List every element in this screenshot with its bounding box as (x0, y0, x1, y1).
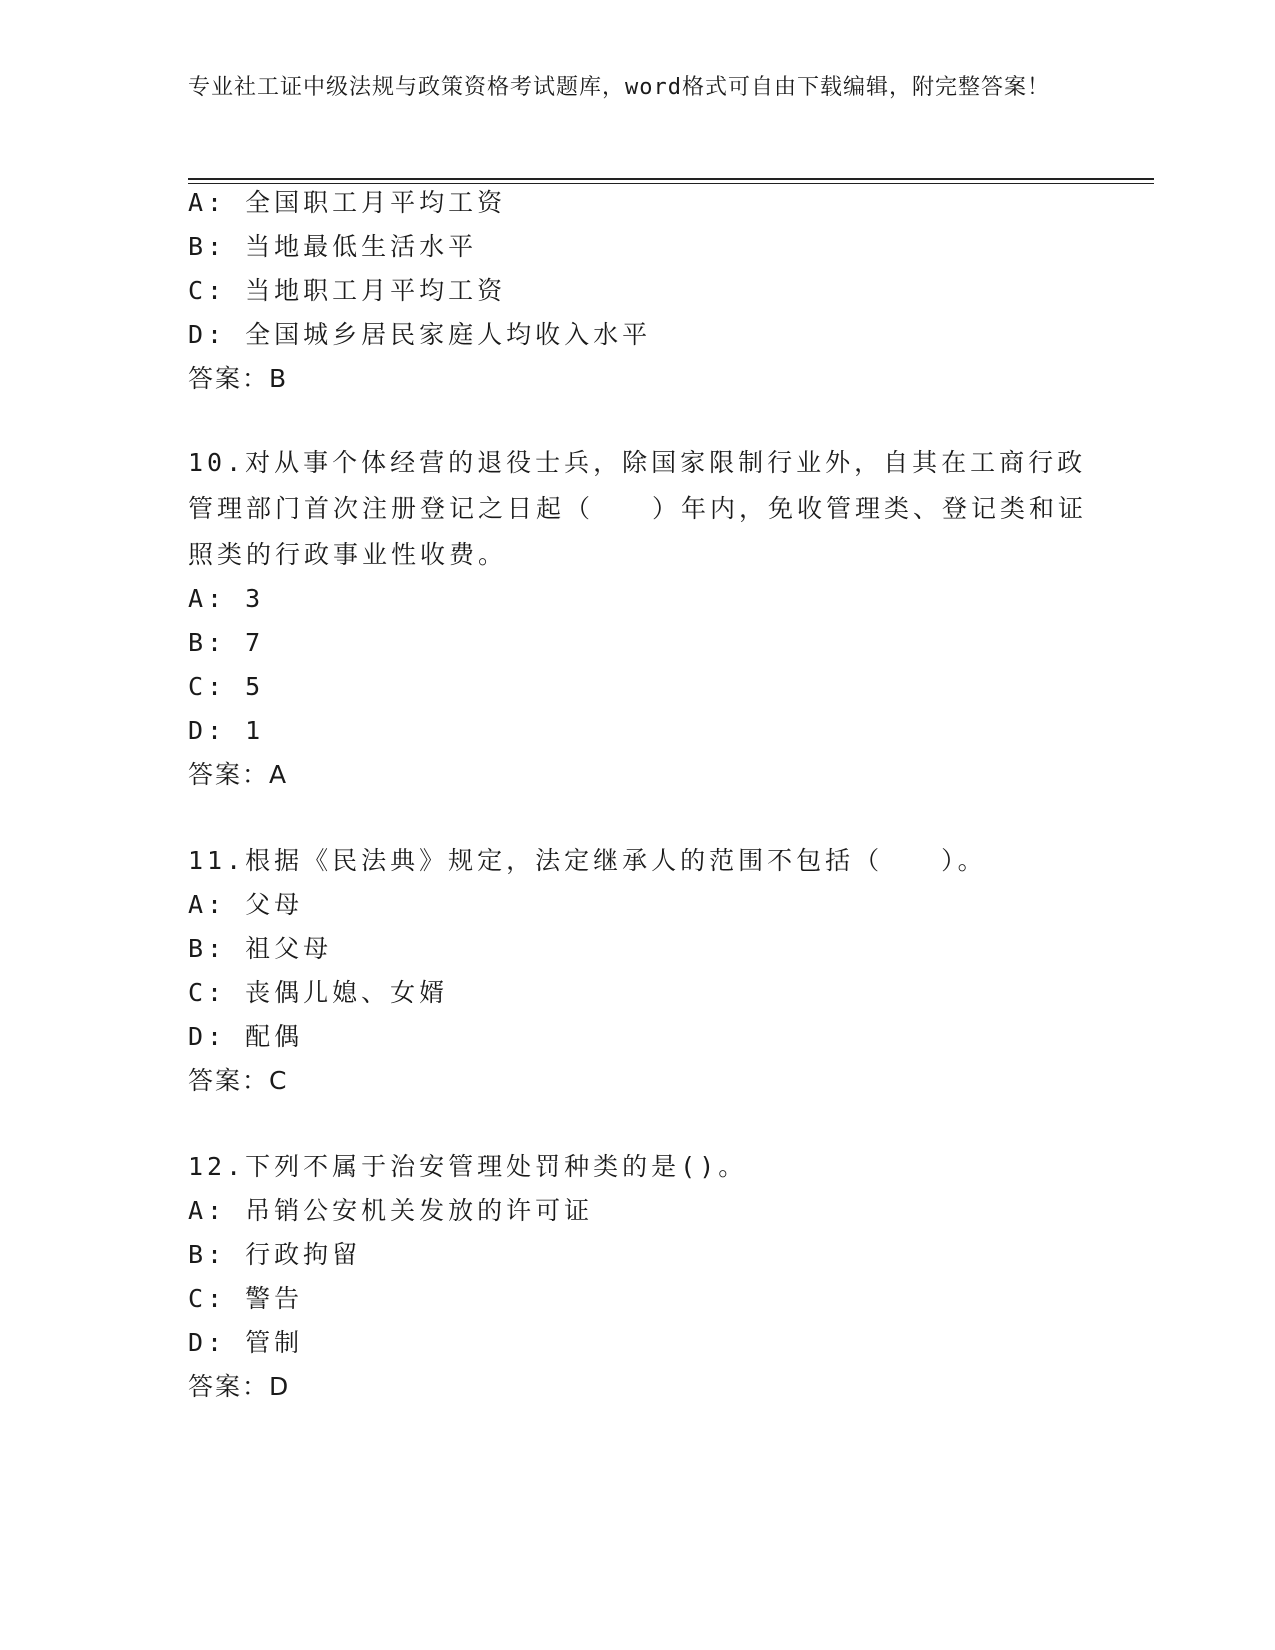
q12-answer: 答案：D (188, 1372, 291, 1401)
q11-answer: 答案：C (188, 1066, 289, 1095)
q12-question: 12.下列不属于治安管理处罚种类的是()。 (188, 1152, 748, 1181)
q10-question: 10.对从事个体经营的退役士兵，除国家限制行业外，自其在工商行政管理部门首次注册登记之日起（ ）年内，免收管理类、登记类和证照类的行政事业性收费。 (188, 448, 1088, 569)
q9-option-b: B: 当地最低生活水平 (188, 232, 478, 261)
q10-option-a: A: 3 (188, 584, 265, 613)
q10-option-b: B: 7 (188, 628, 265, 657)
q11-option-d: D: 配偶 (188, 1022, 304, 1051)
q12-option-d: D: 管制 (188, 1328, 304, 1357)
q11-question: 11.根据《民法典》规定，法定继承人的范围不包括（ ）。 (188, 846, 987, 875)
q12-option-c: C: 警告 (188, 1284, 304, 1313)
q9-option-d: D: 全国城乡居民家庭人均收入水平 (188, 320, 652, 349)
q9-option-c: C: 当地职工月平均工资 (188, 276, 507, 305)
q10-answer: 答案：A (188, 760, 289, 789)
document-header: 专业社工证中级法规与政策资格考试题库，word格式可自由下载编辑，附完整答案！ (188, 75, 1050, 100)
q11-option-b: B: 祖父母 (188, 934, 333, 963)
q11-option-a: A: 父母 (188, 890, 304, 919)
q9-option-a: A: 全国职工月平均工资 (188, 188, 507, 217)
q12-option-a: A: 吊销公安机关发放的许可证 (188, 1196, 594, 1225)
q12-option-b: B: 行政拘留 (188, 1240, 362, 1269)
q11-option-c: C: 丧偶儿媳、女婿 (188, 978, 449, 1007)
q10-option-d: D: 1 (188, 716, 265, 745)
q9-answer: 答案：B (188, 364, 289, 393)
q10-option-c: C: 5 (188, 672, 265, 701)
